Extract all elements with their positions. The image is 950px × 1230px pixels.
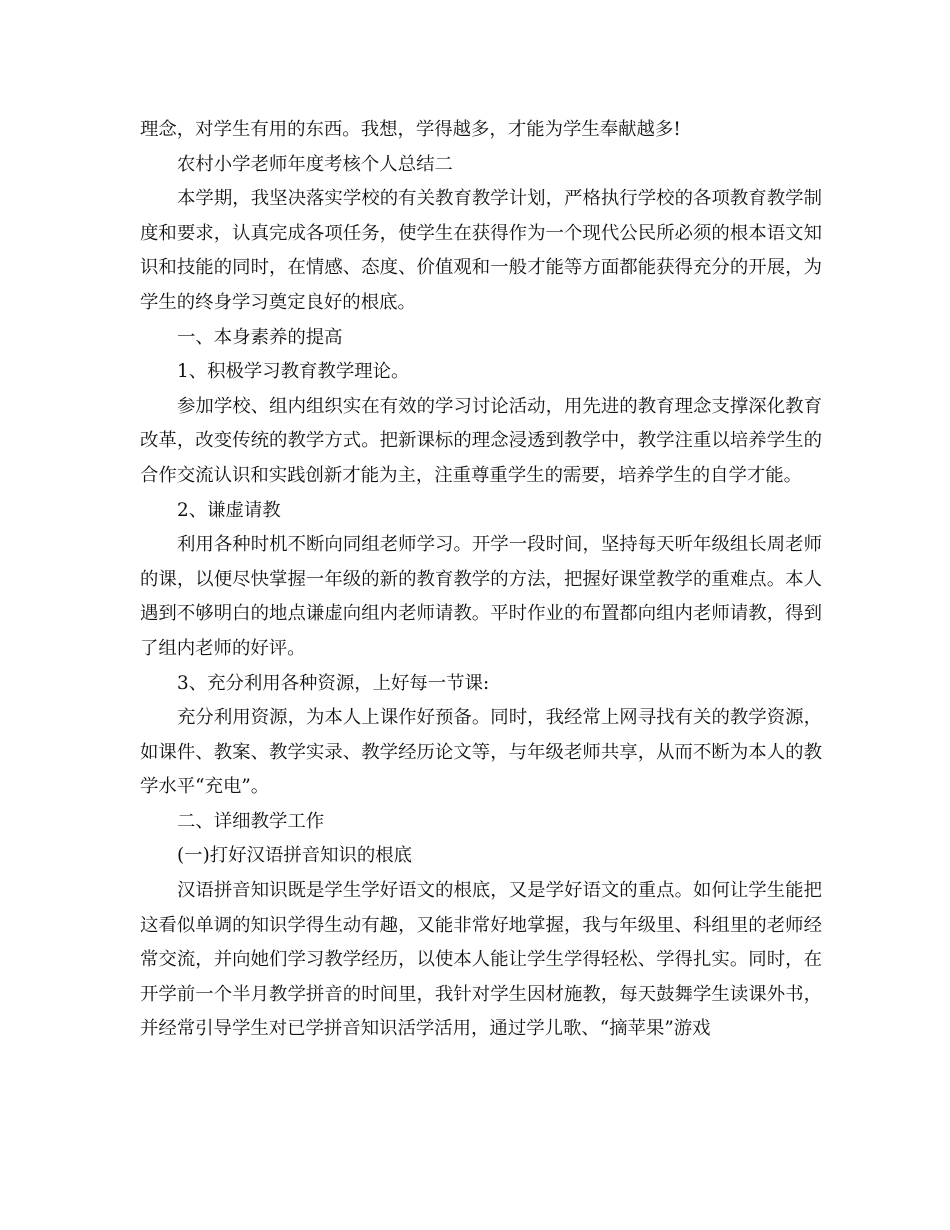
subheading-theory-study: 1、积极学习教育教学理论。 xyxy=(177,361,410,383)
section-title: 农村小学老师年度考核个人总结二 xyxy=(177,153,453,175)
document-body xyxy=(140,113,822,1047)
heading-teaching-work: 二、详细教学工作 xyxy=(177,810,325,832)
paragraph-pinyin: 汉语拼音知识既是学生学好语文的根底，又是学好语文的重点。如何让学生能把这看似单调的知识学得生动有趣，又能非常好地掌握，我与年级里、科组里的老师经常交流，并向她们学习教学经历，以使本人能让学生学得轻松、学得扎实。同时，在开学前一个半月教学拼音的时间里，我针对学生因材施教，每天鼓舞学生读课外书，并经常引导学生对已学拼音知识活学活用，通过学儿歌、“摘苹果”游戏 xyxy=(140,880,822,1040)
subheading-humble-learning: 2、谦虚请教 xyxy=(177,499,281,521)
paragraph-theory-study: 参加学校、组内组织实在有效的学习讨论活动，用先进的教育理念支撑深化教育改革，改变传统的教学方式。把新课标的理念浸透到教学中，教学注重以培养学生的合作交流认识和实践创新才能为主，注重尊重学生的需要，培养学生的自学才能。 xyxy=(140,395,822,486)
paragraph-intro: 本学期，我坚决落实学校的有关教育教学计划，严格执行学校的各项教育教学制度和要求，认真完成各项任务，使学生在获得作为一个现代公民所必须的根本语文知识和技能的同时，在情感、态度、价值观和一般才能等方面都能获得充分的开展，为学生的终身学习奠定良好的根底。 xyxy=(140,188,822,313)
subheading-resources: 3、充分利用各种资源，上好每一节课: xyxy=(177,672,490,694)
heading-self-improvement: 一、本身素养的提高 xyxy=(177,326,343,348)
subheading-pinyin: (一)打好汉语拼音知识的根底 xyxy=(177,845,413,867)
paragraph-continuation: 理念，对学生有用的东西。我想，学得越多，才能为学生奉献越多! xyxy=(140,119,681,140)
paragraph-humble-learning: 利用各种时机不断向同组老师学习。开学一段时间，坚持每天听年级组长周老师的课，以便尽快掌握一年级的新的教育教学的方法，把握好课堂教学的重难点。本人遇到不够明白的地点谦虚向组内老师请教。平时作业的布置都向组内老师请教，得到了组内老师的好评。 xyxy=(140,534,822,659)
paragraph-resources: 充分利用资源，为本人上课作好预备。同时，我经常上网寻找有关的教学资源，如课件、教案、教学实录、教学经历论文等，与年级老师共享，从而不断为本人的教学水平“充电”。 xyxy=(140,707,822,798)
